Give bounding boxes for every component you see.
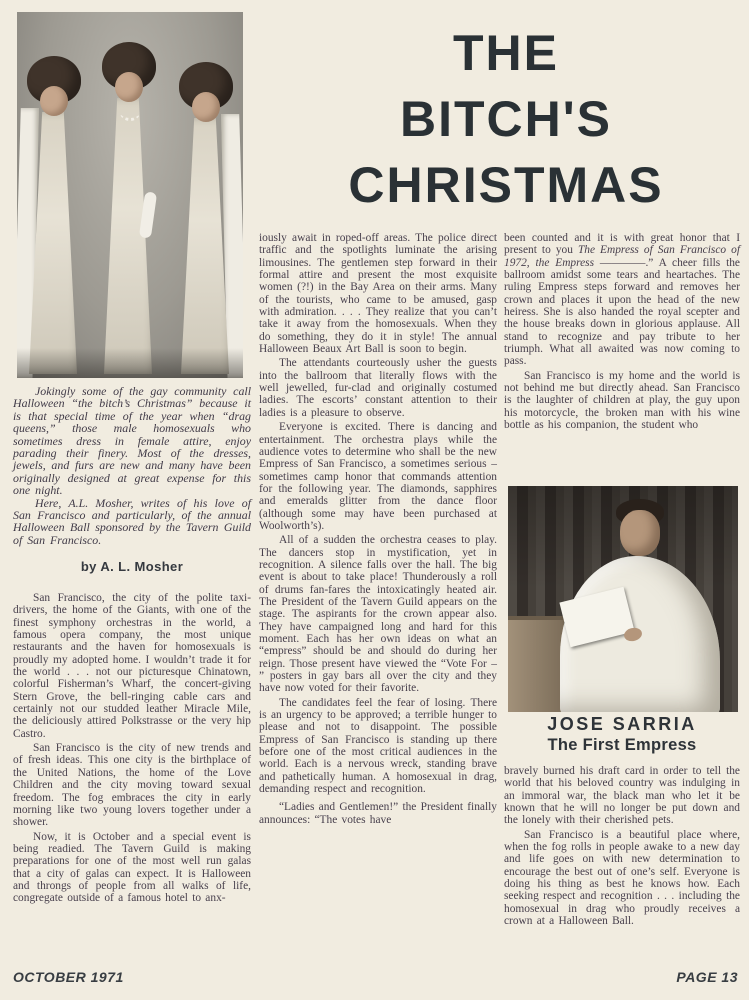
body-column-2 [259, 232, 497, 828]
paragraph: San Francisco is my home and the world is not behind me but directly ahead. San Francisco is the laughter of children at play, the guy upon his motorcycle, the broken man with his wine bottle as his companion, the student who [504, 369, 740, 432]
intro-caption [13, 385, 251, 546]
photo-caption-name: JOSE SARRIA [547, 714, 697, 734]
person-figure-right [169, 62, 243, 378]
article-title [333, 20, 679, 218]
title-line-3: CHRISTMAS [348, 157, 664, 213]
intro-paragraph-1: Jokingly some of the gay community call Halloween “the bitch’s Christmas” because it is that special time of the year when “drag queens,” those male homosexuals who sometimes dress in female attire, enjoy parading their finery. Most of the dresses, jewels, and furs are new and many have been originally designed at great expense for this one night. [13, 384, 251, 498]
body-column-3-upper [504, 232, 740, 434]
body-column-3-lower [504, 765, 740, 929]
title-line-2: BITCH'S [400, 91, 612, 147]
byline: by A. L. Mosher [80, 559, 184, 574]
paragraph [504, 232, 740, 368]
paragraph: San Francisco is the city of new trends and of fresh ideas. This one city is the birthplace of the United Nations, the home of the Love Children and the city moving toward sexual freedom. The fog embraces the city in early morning like two young lovers together under a shower. [13, 742, 251, 829]
paragraph: Now, it is October and a special event is being readied. The Tavern Guild is making preparations for one of the most well run galas that a city of galas can expect. It is Halloween and throngs of people from all walks of life, congregate outside of a famous hotel to anx- [13, 830, 251, 905]
paragraph: “Ladies and Gentlemen!” the President finally announces: “The votes have [259, 801, 497, 826]
paragraph: Everyone is excited. There is dancing and entertainment. The orchestra plays while the audience votes to determine who shall be the new Empress of San Francisco, a sometimes serious – sometimes camp honor that commands attention for the following year. The diamonds, sapphires and emeralds glitter from the dance floor (although some may have been purchased at Woolworth’s). [259, 421, 497, 532]
text-segment: ————.” A cheer fills the ballroom amidst some tears and heartaches. The ruling Empress steps forward and removes her crown and places it upon the head of the new heiress. She is also handed the royal scepter and the house breaks down in glorious applause. All stand to recognize and pay tribute to her triumph. What all awaited was now coming to pass. [504, 256, 740, 368]
photo-caption-title: The First Empress [547, 736, 697, 754]
face [115, 72, 143, 102]
body-column-1 [13, 592, 251, 907]
text-segment: been counted and it is with great honor that I present to you [504, 232, 740, 257]
paragraph: iously await in roped-off areas. The police direct traffic and the spotlights luminate the arising limousines. The gentlemen step forward in their formal attire and present the most exquisite women (?!) in the Bay Area on their arms. Many of the tourists, who came to be amused, gasp with admiration. . . . They realize that you can’t take it away from the homosexuals. When they do something, they do it in style! The annual Halloween Beaux Art Ball is soon to begin. [259, 232, 497, 356]
paragraph: San Francisco is a beautiful place where, when the fog rolls in people awake to a new day and life goes on with new determination to encourage the best out of one’s self. Everyone is doing his thing as best he knows how. Each seeking respect and recognition . . . including the homosexual in drag who proudly receives a crown at a Halloween Ball. [504, 828, 740, 928]
person-figure-left [17, 56, 93, 378]
necklace [120, 104, 140, 121]
intro-paragraph-2: Here, A.L. Mosher, writes of his love of San Francisco and particularly, of the annual Halloween Ball sponsored by the Tavern Guild of San Francisco. [13, 495, 251, 547]
jose-sarria-photo [508, 486, 738, 712]
face [620, 510, 660, 556]
paragraph: bravely burned his draft card in order to tell the world that his beloved country was indulging in an immoral war, the black man who let it be known that he will no longer be put down and the lonely with their cherished pets. [504, 765, 740, 827]
footer-page-number: PAGE 13 [676, 969, 738, 985]
paragraph: The attendants courteously usher the guests into the ballroom that literally flows with the well jewelled, fur-clad and originally costumed ladies. The escorts’ constant attention to their ladies is a pleasure to observe. [259, 357, 497, 419]
floor-shadow [17, 348, 243, 378]
paragraph: All of a sudden the orchestra ceases to play. The dancers stop in mystification, yet in recognition. A silence falls over the hall. The big event is about to take place! Thunderously a roll of drums fan-fares the intoxicatingly heated air. The President of the Tavern Guild appears on the stage. The aspirants for the crown appear also. They have campaigned long and hard for this moment. Each has her own ideas on what an “empress” should be and should do during her reign. Those present have viewed the “Vote For – ” posters in gay bars all over the city and they have now voted for their favorite. [259, 534, 497, 695]
footer-issue-date: OCTOBER 1971 [13, 969, 124, 985]
photo-caption [504, 714, 740, 756]
face [192, 92, 220, 122]
podium [508, 616, 564, 712]
person-figure-center [92, 42, 170, 378]
face [40, 86, 68, 116]
drag-queens-photo [17, 12, 243, 378]
paragraph: San Francisco, the city of the polite taxi-drivers, the home of the Giants, with one of the finest symphony orchestras in the world, a famous opera company, the most unique restaurants and the haven for homosexuals is proudly my adopted home. I wouldn’t trade it for the world . . . not our picturesque Chinatown, colorful Fisherman’s Wharf, the concert-giving Stern Grove, the bell-ringing cable cars and certainly not our studded leather Miracle Mile, the deliciously attired Polkstrasse or the very hip Castro. [13, 592, 251, 740]
title-line-1: THE [453, 25, 559, 81]
text-segment-italic: The Empress of San Francisco of 1972, the Empress [504, 244, 740, 269]
paragraph: The candidates feel the fear of losing. There is an urgency to be approved; a terrible hunger to please and not to disappoint. The possible Empress of San Francisco is standing up there before one of the most critical audiences in the world. Each is a nervous wreck, standing brave and pathetically human. A homosexual in drag, demanding respect and recognition. [259, 696, 497, 796]
